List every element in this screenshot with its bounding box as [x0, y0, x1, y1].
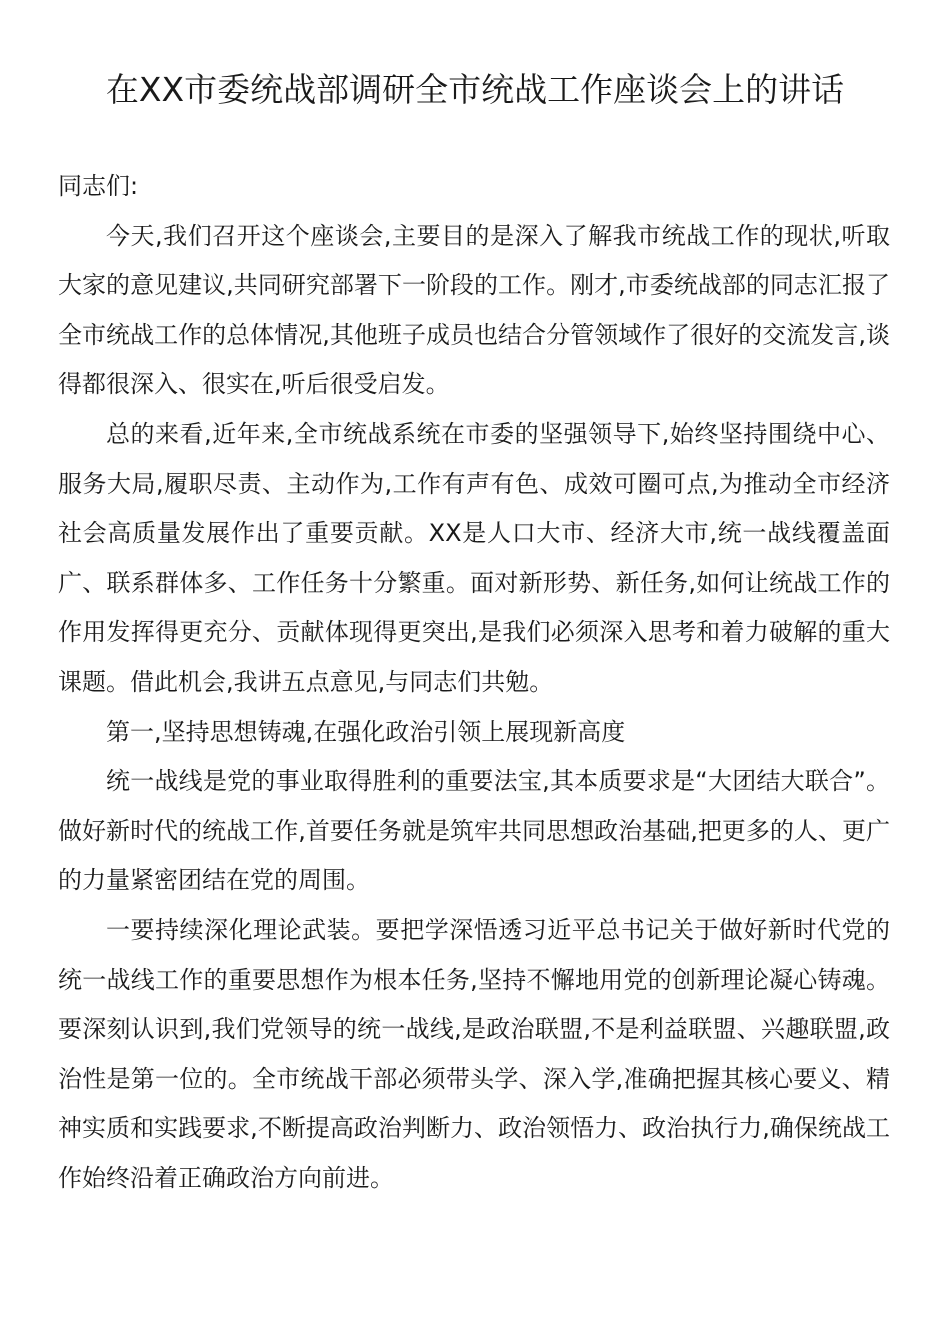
greeting: 同志们: — [58, 172, 139, 200]
document-body — [58, 162, 890, 1203]
paragraph: 一要持续深化理论武装。要把学深悟透习近平总书记关于做好新时代党的统一战线工作的重要思想作为根本任务,坚持不懈地用党的创新理论凝心铸魂。要深刻认识到,我们党领导的统一战线,是政治联盟,不是利益联盟、兴趣联盟,政治性是第一位的。全市统战干部必须带头学、深入学,准确把握其核心要义、精神实质和实践要求,不断提高政治判断力、政治领悟力、政治执行力,确保统战工作始终沿着正确政治方向前进。 — [58, 915, 890, 1192]
paragraph: 统一战线是党的事业取得胜利的重要法宝,其本质要求是“大团结大联合”。做好新时代的统战工作,首要任务就是筑牢共同思想政治基础,把更多的人、更广的力量紧密团结在党的周围。 — [58, 767, 890, 895]
section-heading: 第一,坚持思想铸魂,在强化政治引领上展现新高度 — [106, 717, 626, 746]
document-title: 在XX市委统战部调研全市统战工作座谈会上的讲话 — [105, 70, 845, 109]
paragraph: 总的来看,近年来,全市统战系统在市委的坚强领导下,始终坚持围绕中心、服务大局,履职尽责、主动作为,工作有声有色、成效可圈可点,为推动全市经济社会高质量发展作出了重要贡献。XX是人口大市、经济大市,统一战线覆盖面广、联系群体多、工作任务十分繁重。面对新形势、新任务,如何让统战工作的作用发挥得更充分、贡献体现得更突出,是我们必须深入思考和着力破解的重大课题。借此机会,我讲五点意见,与同志们共勉。 — [58, 419, 890, 696]
paragraph: 今天,我们召开这个座谈会,主要目的是深入了解我市统战工作的现状,听取大家的意见建议,共同研究部署下一阶段的工作。刚才,市委统战部的同志汇报了全市统战工作的总体情况,其他班子成员也结合分管领域作了很好的交流发言,谈得都很深入、很实在,听后很受启发。 — [58, 221, 890, 399]
